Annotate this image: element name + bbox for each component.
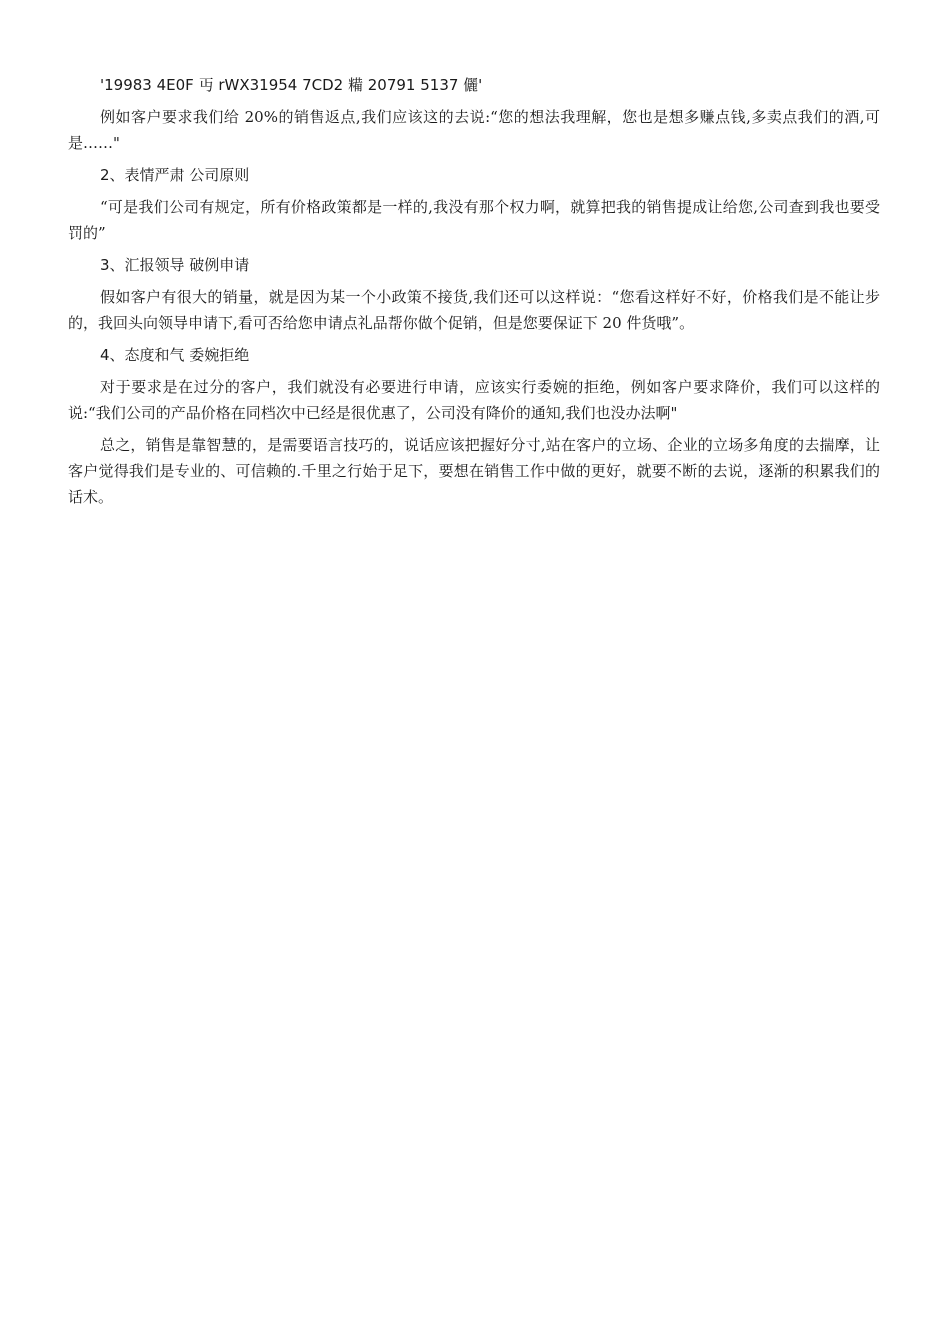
paragraph-company-policy: “可是我们公司有规定，所有价格政策都是一样的,我没有那个权力啊，就算把我的销售提成让给您,公司查到我也要受罚的” (68, 198, 880, 242)
paragraph-conclusion: 总之，销售是靠智慧的，是需要语言技巧的，说话应该把握好分寸,站在客户的立场、企业的立场多角度的去揣摩，让客户觉得我们是专业的、可信赖的.千里之行始于足下，要想在销售工作中做的更好，就要不断的去说，逐渐的积累我们的话术。 (68, 436, 880, 506)
section-heading-2: 2、表情严肃 公司原则 (100, 166, 250, 184)
paragraph-leader-request: 假如客户有很大的销量，就是因为某一个小政策不接货,我们还可以这样说：“您看这样好不好，价格我们是不能让步的，我回头向领导申请下,看可否给您申请点礼品帮你做个促销，但是您要保证下 20 件货哦”。 (68, 288, 880, 332)
document-page (68, 72, 880, 510)
section-heading-4: 4、态度和气 委婉拒绝 (100, 346, 250, 364)
section-heading-3: 3、汇报领导 破例申请 (100, 256, 250, 274)
paragraph-polite-refusal: 对于要求是在过分的客户，我们就没有必要进行申请，应该实行委婉的拒绝，例如客户要求降价，我们可以这样的说:“我们公司的产品价格在同档次中已经是很优惠了，公司没有降价的通知,我们也没办法啊" (68, 378, 880, 422)
paragraph-rebate-example: 例如客户要求我们给 20%的销售返点,我们应该这的去说:“您的想法我理解，您也是想多赚点钱,多卖点我们的酒,可是……" (68, 108, 880, 152)
code-line: '19983 4E0F 丏 rWX31954 7CD2 糒 20791 5137 儷' (100, 76, 483, 94)
